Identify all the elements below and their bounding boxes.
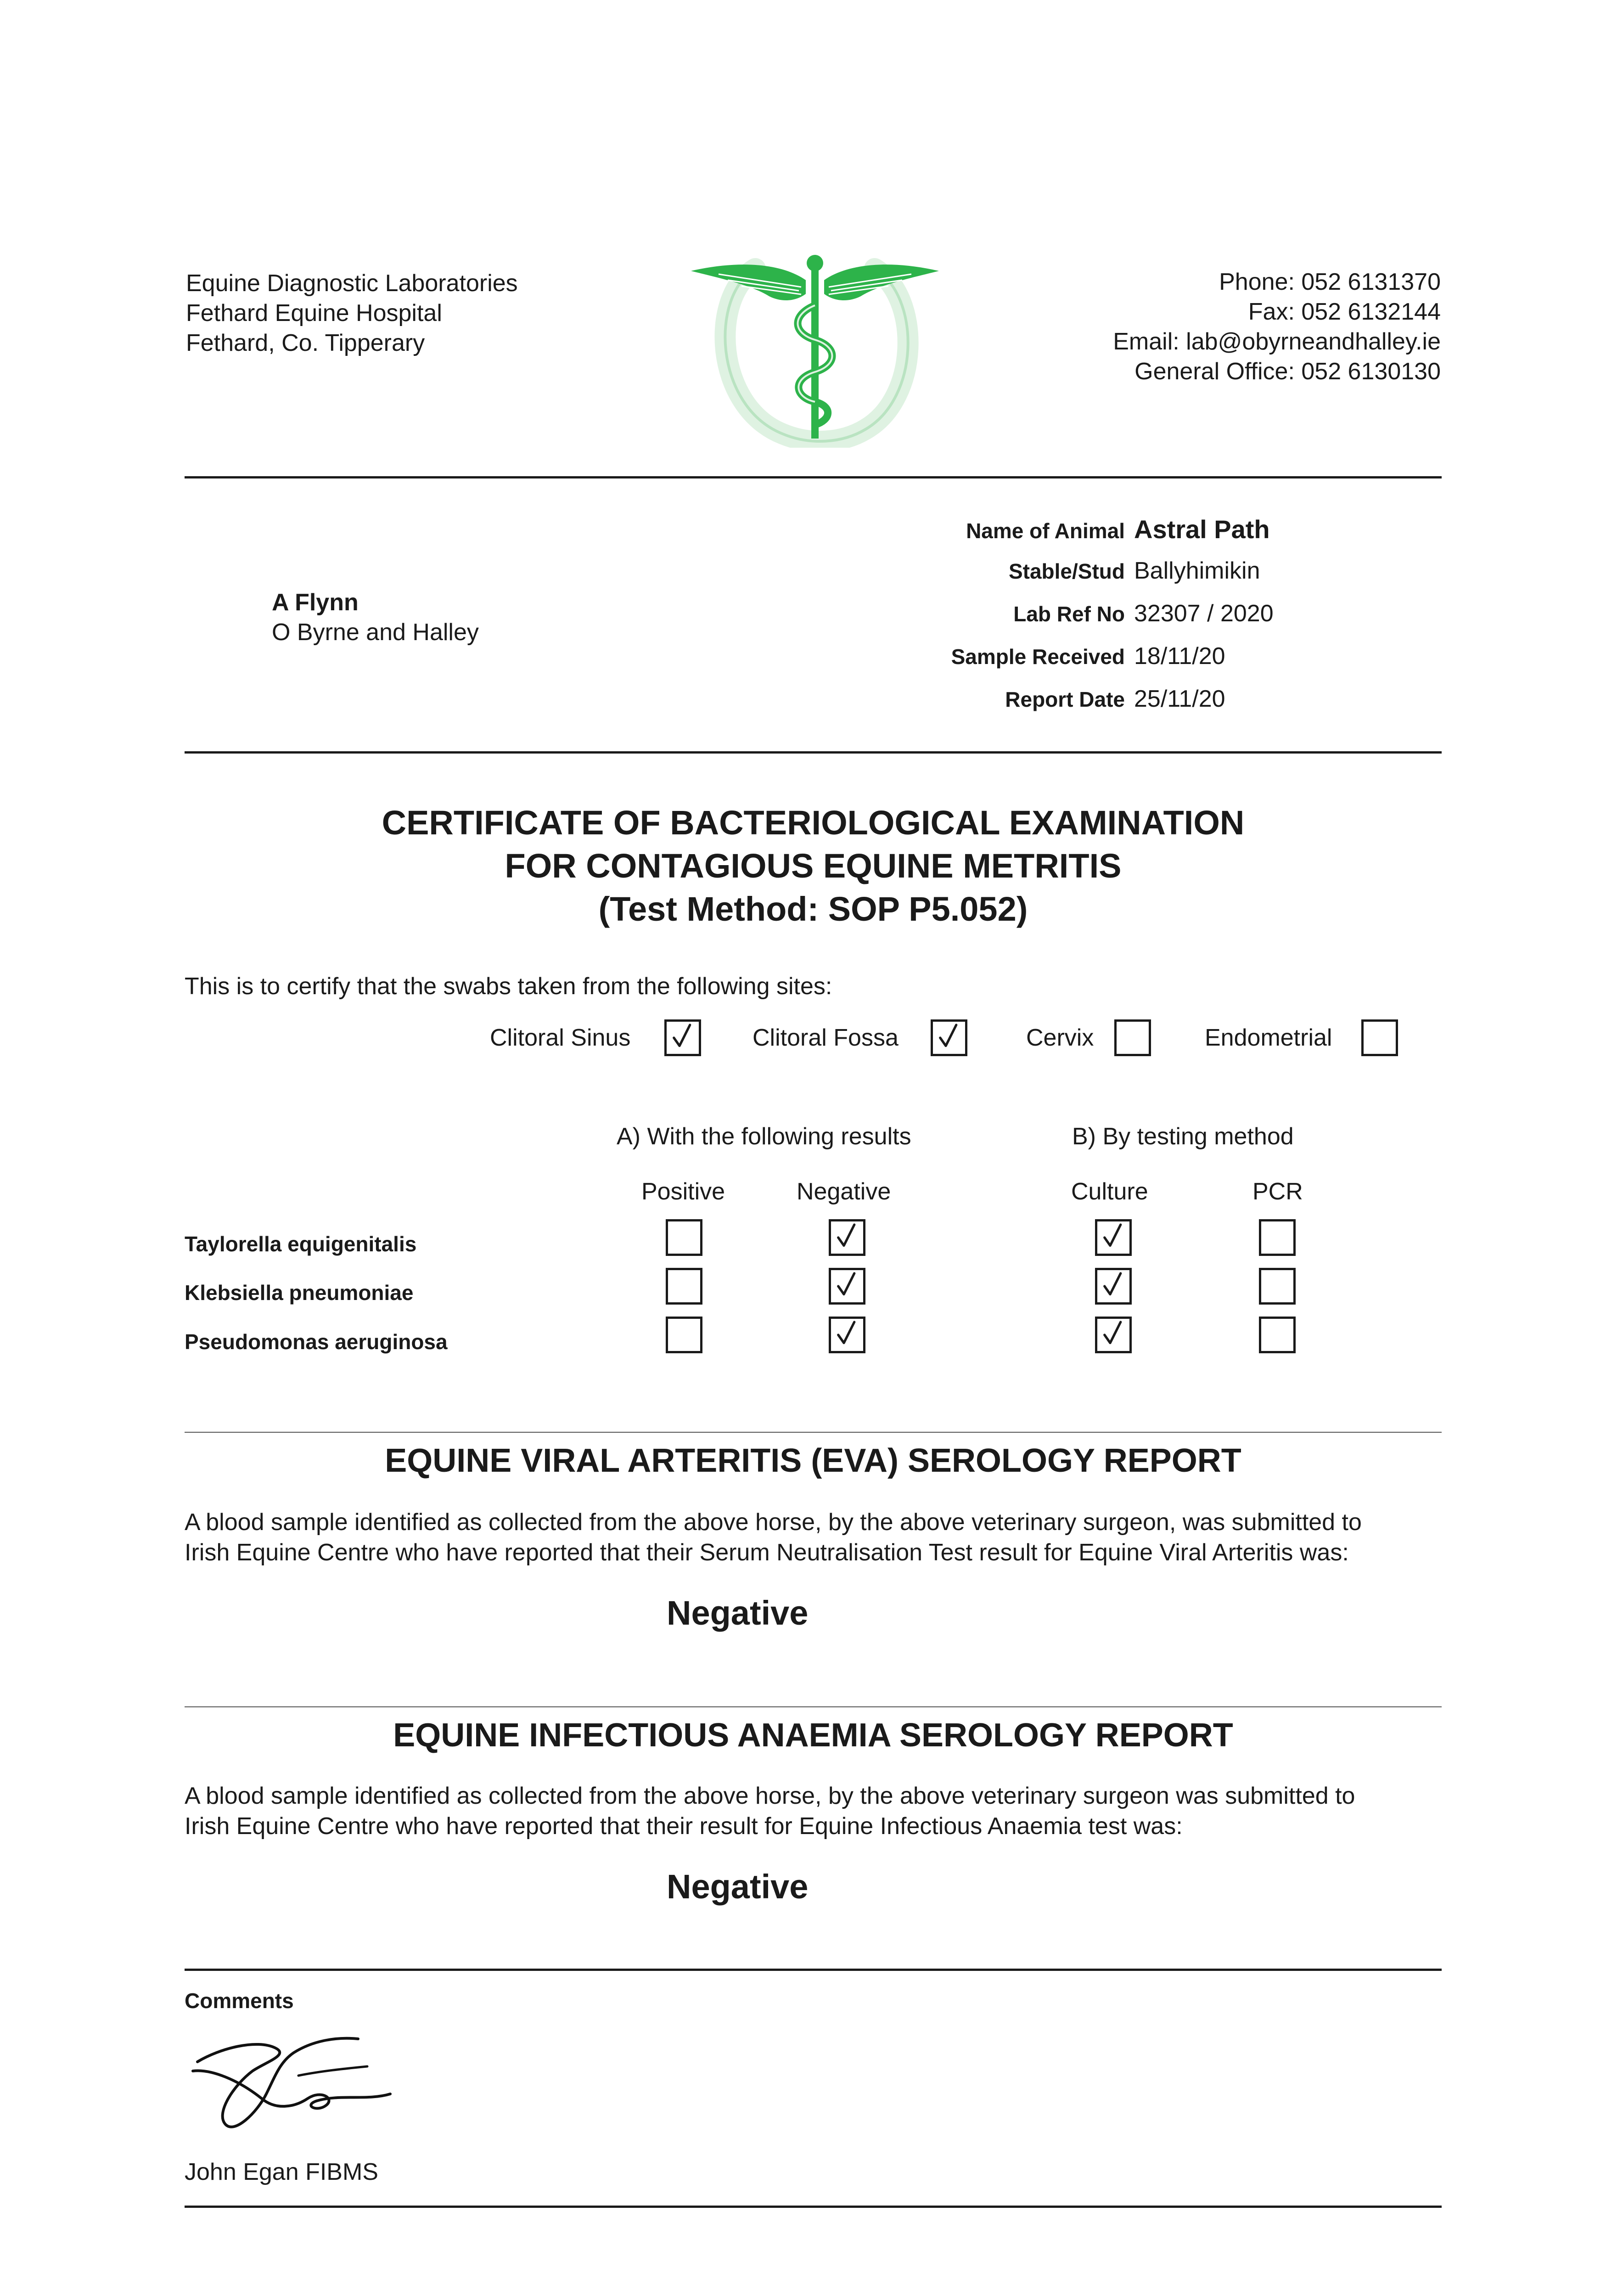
- lab-contact: [1113, 267, 1441, 387]
- site-label: Cervix: [1026, 1024, 1094, 1051]
- site-label: Endometrial: [1205, 1024, 1332, 1051]
- lab-address-line: Fethard Equine Hospital: [186, 300, 442, 326]
- eva-text-line: Irish Equine Centre who have reported that their Serum Neutralisation Test result for Equine Viral Arteritis was:: [185, 1539, 1349, 1566]
- culture-checkbox[interactable]: [1095, 1268, 1132, 1305]
- certificate-title-line: CERTIFICATE OF BACTERIOLOGICAL EXAMINATION: [382, 804, 1245, 842]
- eia-text-line: Irish Equine Centre who have reported that their result for Equine Infectious Anaemia test was:: [185, 1813, 1183, 1840]
- organism-name: Pseudomonas aeruginosa: [185, 1330, 448, 1354]
- eva-text: [185, 1507, 1442, 1568]
- detail-value: 32307 / 2020: [1134, 600, 1274, 627]
- organism-name: Klebsiella pneumoniae: [185, 1281, 414, 1305]
- eia-text: [185, 1781, 1442, 1841]
- site-checkbox[interactable]: [1114, 1019, 1151, 1056]
- detail-row: [872, 600, 1423, 642]
- detail-row: [872, 514, 1423, 557]
- lab-address-line: Fethard, Co. Tipperary: [186, 330, 425, 356]
- certify-intro: This is to certify that the swabs taken from the following sites:: [185, 973, 832, 1000]
- divider: [185, 476, 1442, 478]
- detail-row: [872, 685, 1423, 728]
- site-label: Clitoral Sinus: [490, 1024, 631, 1051]
- eia-text-line: A blood sample identified as collected from the above horse, by the above veterinary surgeon was submitted to: [185, 1783, 1355, 1809]
- animal-name: Astral Path: [1134, 515, 1270, 544]
- eva-title: EQUINE VIRAL ARTERITIS (EVA) SEROLOGY REPORT: [385, 1442, 1241, 1479]
- divider: [185, 1706, 1442, 1707]
- eva-result: Negative: [667, 1594, 809, 1632]
- contact-fax: Fax: 052 6132144: [1248, 298, 1441, 325]
- column-header-negative: Negative: [797, 1178, 891, 1205]
- lab-address-line: Equine Diagnostic Laboratories: [186, 270, 518, 297]
- lab-address: [186, 269, 518, 358]
- site-checkbox[interactable]: [931, 1019, 967, 1056]
- positive-checkbox[interactable]: [666, 1317, 702, 1353]
- recipient-name: A Flynn: [272, 589, 359, 616]
- method-heading: B) By testing method: [1072, 1123, 1294, 1150]
- detail-value: 18/11/20: [1134, 643, 1225, 670]
- eva-text-line: A blood sample identified as collected from the above horse, by the above veterinary surgeon, was submitted to: [185, 1509, 1362, 1536]
- contact-phone: Phone: 052 6131370: [1219, 269, 1441, 295]
- caduceus-horseshoe-icon: [691, 241, 939, 448]
- site-label: Clitoral Fossa: [753, 1024, 899, 1051]
- column-header-culture: Culture: [1071, 1178, 1148, 1205]
- detail-label: Stable/Stud: [1008, 559, 1125, 583]
- signature-icon: [184, 2020, 404, 2140]
- checkmark-icon: [1097, 1319, 1129, 1351]
- organism-name: Taylorella equigenitalis: [185, 1232, 417, 1256]
- divider: [185, 1432, 1442, 1433]
- recipient-block: [272, 588, 479, 647]
- site-checkbox[interactable]: [1361, 1019, 1398, 1056]
- checkmark-icon: [831, 1221, 863, 1254]
- detail-label: Lab Ref No: [1013, 602, 1125, 626]
- signer-name: John Egan FIBMS: [185, 2159, 378, 2185]
- divider: [185, 2206, 1442, 2208]
- checkmark-icon: [831, 1270, 863, 1302]
- contact-email: Email: lab@obyrneandhalley.ie: [1113, 328, 1441, 355]
- column-header-positive: Positive: [641, 1178, 725, 1205]
- negative-checkbox[interactable]: [829, 1219, 865, 1256]
- contact-general-office: General Office: 052 6130130: [1134, 358, 1441, 385]
- negative-checkbox[interactable]: [829, 1317, 865, 1353]
- certificate-title-line: FOR CONTAGIOUS EQUINE METRITIS: [505, 847, 1122, 885]
- negative-checkbox[interactable]: [829, 1268, 865, 1305]
- divider: [185, 1969, 1442, 1971]
- checkmark-icon: [1097, 1270, 1129, 1302]
- certificate-method: (Test Method: SOP P5.052): [598, 890, 1028, 928]
- detail-label: Report Date: [1005, 687, 1125, 711]
- positive-checkbox[interactable]: [666, 1219, 702, 1256]
- detail-value: Ballyhimikin: [1134, 557, 1260, 584]
- checkmark-icon: [831, 1319, 863, 1351]
- detail-value: 25/11/20: [1134, 686, 1225, 712]
- recipient-practice: O Byrne and Halley: [272, 619, 479, 646]
- eia-title: EQUINE INFECTIOUS ANAEMIA SEROLOGY REPORT: [393, 1717, 1233, 1754]
- pcr-checkbox[interactable]: [1259, 1219, 1296, 1256]
- certificate-title: [185, 801, 1442, 931]
- results-heading: A) With the following results: [617, 1123, 911, 1150]
- pcr-checkbox[interactable]: [1259, 1268, 1296, 1305]
- swab-sites: [185, 1017, 1442, 1063]
- detail-label: Name of Animal: [966, 519, 1125, 543]
- site-checkbox[interactable]: [664, 1019, 701, 1056]
- culture-checkbox[interactable]: [1095, 1317, 1132, 1353]
- detail-row: [872, 642, 1423, 685]
- positive-checkbox[interactable]: [666, 1268, 702, 1305]
- detail-row: [872, 557, 1423, 600]
- detail-label: Sample Received: [951, 645, 1125, 669]
- pcr-checkbox[interactable]: [1259, 1317, 1296, 1353]
- eia-result: Negative: [667, 1868, 809, 1906]
- culture-checkbox[interactable]: [1095, 1219, 1132, 1256]
- checkmark-icon: [1097, 1221, 1129, 1254]
- divider: [185, 751, 1442, 754]
- checkmark-icon: [667, 1022, 699, 1054]
- comments-label: Comments: [185, 1989, 294, 2013]
- checkmark-icon: [933, 1022, 965, 1054]
- column-header-pcr: PCR: [1252, 1178, 1303, 1205]
- animal-details: [872, 514, 1423, 728]
